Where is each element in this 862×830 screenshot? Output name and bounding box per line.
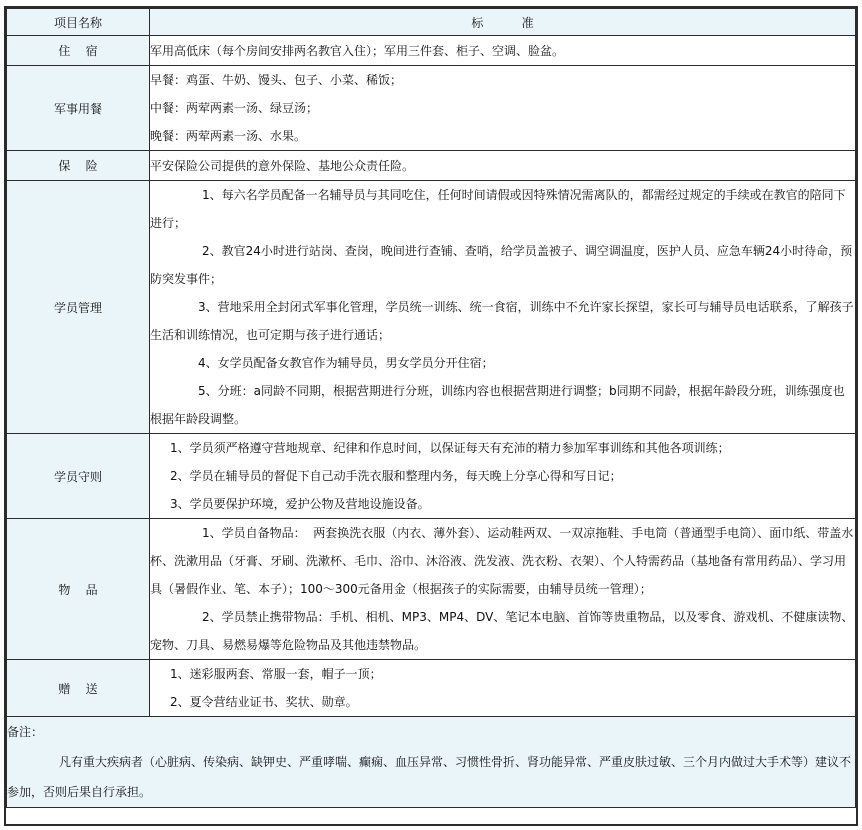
rules-line-3: 3、学员要保护环境，爱护公物及营地设施设备。 bbox=[170, 497, 430, 511]
items-para-1: 1、学员自备物品： 两套换洗衣服（内衣、薄外套）、运动鞋两双、一双凉拖鞋、手电筒（普通型手电筒）、面巾纸、带盖水杯、洗漱用品（牙膏、牙刷、洗漱杯、毛巾、浴巾、沐浴液、洗发液、洗衣粉、衣架）、个人特需药品（基地备有常用药品）、学习用具（暑假作业、笔、本子）；100～300元备用金（根据孩子的实际需要，由辅导员统一管理）； bbox=[150, 526, 854, 596]
content-management bbox=[150, 181, 856, 434]
meals-line-breakfast: 早餐：鸡蛋、牛奶、馒头、包子、小菜、稀饭； bbox=[150, 73, 403, 87]
row-management bbox=[7, 181, 856, 434]
rules-line-2: 2、学员在辅导员的督促下自己动手洗衣服和整理内务，每天晚上分享心得和写日记； bbox=[170, 469, 622, 483]
management-para-2: 2、教官24小时进行站岗、查岗，晚间进行查铺、查哨，给学员盖被子、调空调温度，医护人员、应急车辆24小时待命，预防突发事件； bbox=[150, 244, 853, 286]
management-para-4: 4、女学员配备女教官作为辅导员，男女学员分开住宿； bbox=[198, 356, 494, 370]
header-standard-text: 标 准 bbox=[471, 15, 534, 30]
header-standard bbox=[150, 9, 856, 36]
standards-sheet bbox=[4, 6, 858, 826]
content-items bbox=[150, 519, 856, 660]
content-gifts bbox=[150, 660, 856, 717]
rules-line-1: 1、学员须严格遵守营地规章、纪律和作息时间，以保证每天有充沛的精力参加军事训练和其他各项训练； bbox=[170, 441, 730, 455]
note-title: 备注： bbox=[7, 725, 44, 739]
label-insurance-text: 保 险 bbox=[58, 159, 98, 173]
items-para-2: 2、学员禁止携带物品：手机、相机、MP3、MP4、DV、笔记本电脑、首饰等贵重物品，以及零食、游戏机、不健康读物、宠物、刀具、易燃易爆等危险物品及其他违禁物品。 bbox=[150, 610, 854, 652]
gifts-line-2: 2、夏令营结业证书、奖状、勋章。 bbox=[170, 695, 358, 709]
row-gifts bbox=[7, 660, 856, 717]
row-rules bbox=[7, 434, 856, 519]
insurance-line-1: 平安保险公司提供的意外保险、基地公众责任险。 bbox=[150, 158, 415, 173]
label-gifts-text: 赠 送 bbox=[58, 681, 98, 696]
label-insurance bbox=[7, 151, 150, 181]
label-lodging-text: 住 宿 bbox=[58, 44, 98, 58]
label-gifts bbox=[7, 660, 150, 717]
management-para-5: 5、分班：a同龄不同期，根据营期进行分班，训练内容也根据营期进行调整；b同期不同龄，根据年龄段分班，训练强度也根据年龄段调整。 bbox=[150, 384, 845, 426]
meals-line-dinner: 晚餐：两荤两素一汤、水果。 bbox=[150, 129, 307, 143]
label-meals: 军事用餐 bbox=[7, 66, 150, 151]
management-para-3: 3、营地采用全封闭式军事化管理，学员统一训练、统一食宿，训练中不允许家长探望，家长可与辅导员电话联系，了解孩子生活和训练情况，也可定期与孩子进行通话； bbox=[150, 300, 854, 342]
label-lodging bbox=[7, 36, 150, 66]
note-cell bbox=[7, 717, 856, 808]
content-rules bbox=[150, 434, 856, 519]
row-note bbox=[7, 717, 856, 808]
gifts-line-1: 1、迷彩服两套、常服一套，帽子一顶； bbox=[170, 667, 382, 681]
header-item-name: 项目名称 bbox=[7, 9, 150, 36]
row-meals bbox=[7, 66, 856, 151]
label-rules: 学员守则 bbox=[7, 434, 150, 519]
label-management: 学员管理 bbox=[7, 181, 150, 434]
table-header-row bbox=[7, 9, 856, 36]
content-meals bbox=[150, 66, 856, 151]
row-insurance bbox=[7, 151, 856, 181]
lodging-line-1: 军用高低床（每个房间安排两名教官入住）；军用三件套、柜子、空调、脸盆。 bbox=[150, 43, 565, 58]
content-lodging bbox=[150, 36, 856, 66]
meals-line-lunch: 中餐：两荤两素一汤、绿豆汤； bbox=[150, 101, 319, 115]
row-items bbox=[7, 519, 856, 660]
label-items bbox=[7, 519, 150, 660]
content-insurance bbox=[150, 151, 856, 181]
note-text: 凡有重大疾病者（心脏病、传染病、缺钾史、严重哮喘、癫痫、血压异常、习惯性骨折、肾功能异常、严重皮肤过敏、三个月内做过大手术等）建议不参加，否则后果自行承担。 bbox=[7, 755, 852, 799]
management-para-1: 1、每六名学员配备一名辅导员与其同吃住，任何时间请假或因特殊情况需离队的，都需经过规定的手续或在教官的陪同下进行； bbox=[150, 188, 846, 230]
standards-table bbox=[6, 8, 856, 808]
row-lodging bbox=[7, 36, 856, 66]
label-items-text: 物 品 bbox=[58, 582, 98, 597]
